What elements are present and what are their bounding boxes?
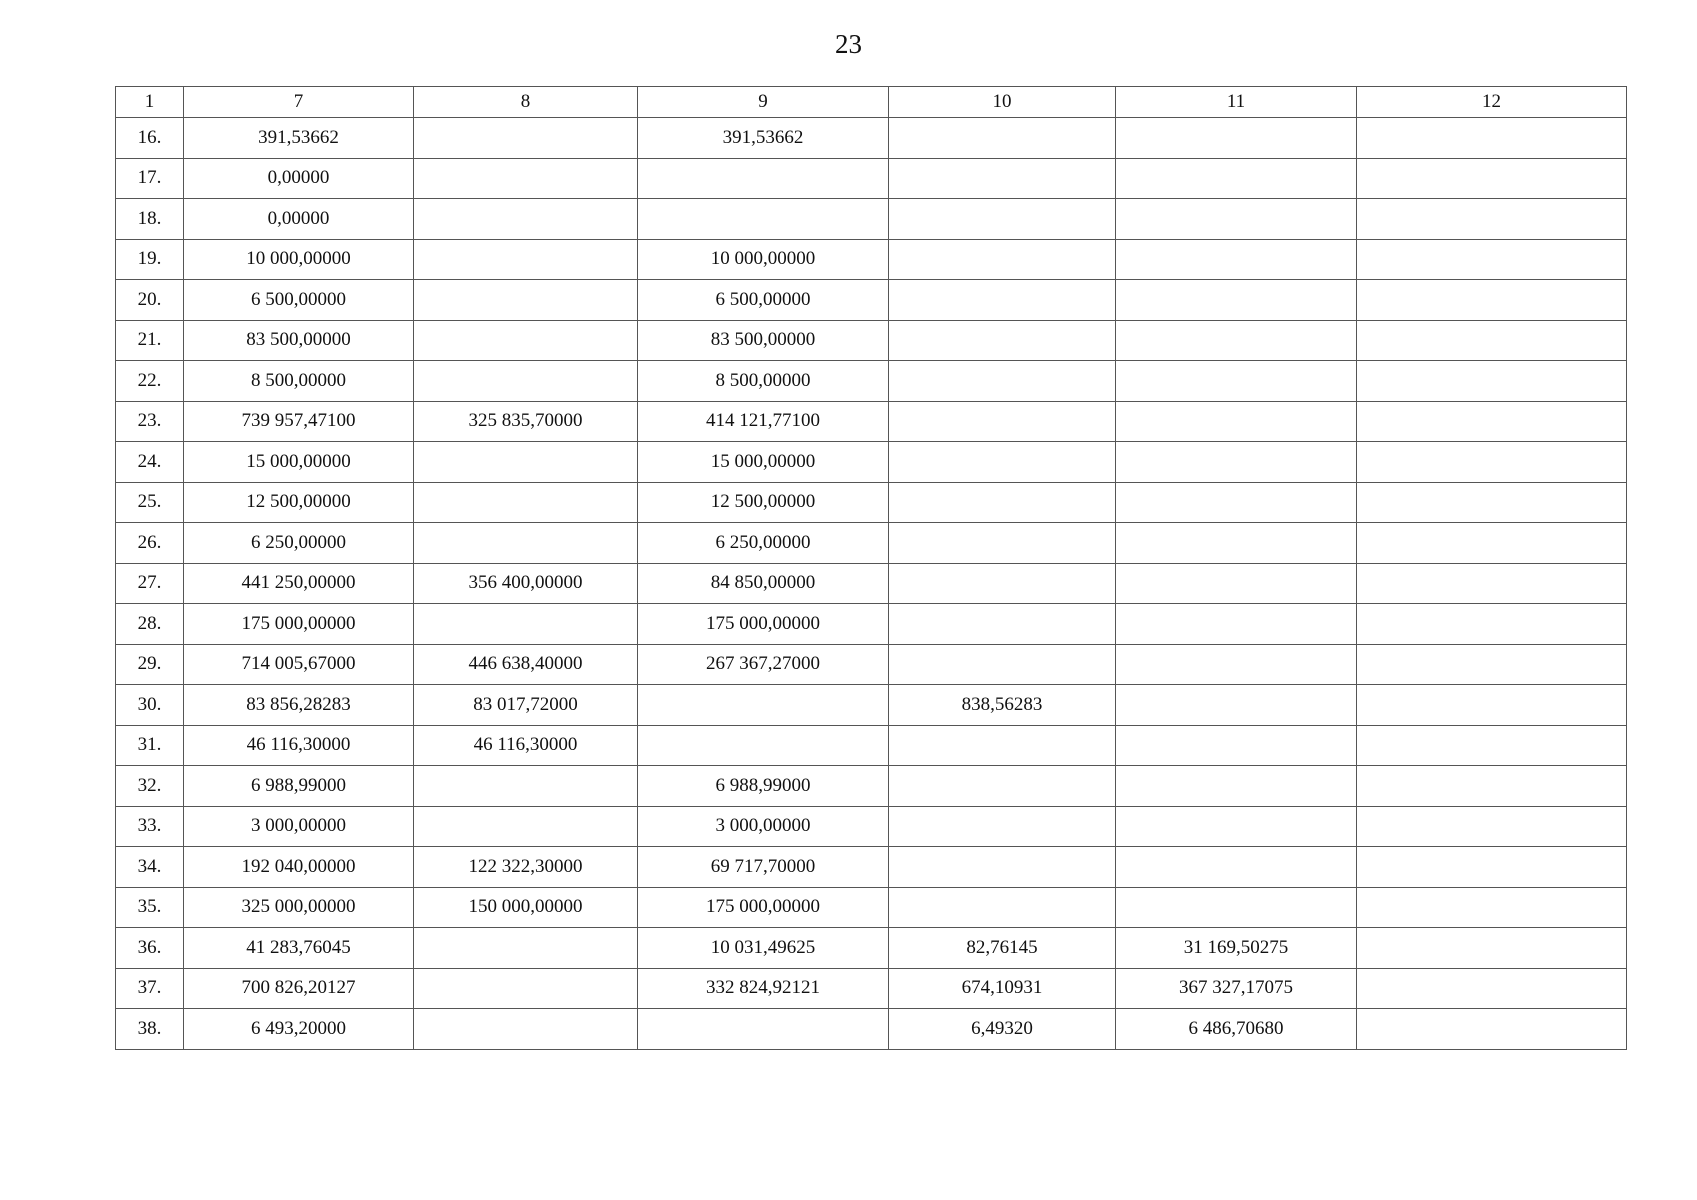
table-cell — [638, 685, 889, 726]
table-cell — [1357, 239, 1627, 280]
table-cell — [414, 239, 638, 280]
row-number-cell: 19. — [116, 239, 184, 280]
table-cell — [414, 482, 638, 523]
table-cell: 10 000,00000 — [184, 239, 414, 280]
table-row — [116, 887, 1627, 928]
table-cell — [1116, 604, 1357, 645]
column-header-cell: 1 — [116, 87, 184, 118]
column-header-cell: 10 — [889, 87, 1116, 118]
table-cell: 83 017,72000 — [414, 685, 638, 726]
row-number-cell: 38. — [116, 1009, 184, 1050]
table-cell: 31 169,50275 — [1116, 928, 1357, 969]
table-cell: 391,53662 — [638, 118, 889, 159]
data-table — [115, 86, 1627, 1050]
table-row — [116, 928, 1627, 969]
row-number-cell: 24. — [116, 442, 184, 483]
table-row — [116, 401, 1627, 442]
table-cell: 6 500,00000 — [184, 280, 414, 321]
table-cell — [889, 644, 1116, 685]
table-cell — [1116, 482, 1357, 523]
table-cell — [1116, 320, 1357, 361]
table-cell: 441 250,00000 — [184, 563, 414, 604]
row-number-cell: 37. — [116, 968, 184, 1009]
table-cell: 83 500,00000 — [638, 320, 889, 361]
table-cell: 6 988,99000 — [184, 766, 414, 807]
table-cell: 192 040,00000 — [184, 847, 414, 888]
table-cell — [1116, 847, 1357, 888]
table-cell: 6 500,00000 — [638, 280, 889, 321]
table-cell: 446 638,40000 — [414, 644, 638, 685]
row-number-cell: 27. — [116, 563, 184, 604]
table-cell — [414, 928, 638, 969]
table-cell — [889, 199, 1116, 240]
table-cell — [889, 280, 1116, 321]
table-cell — [1116, 280, 1357, 321]
table-cell — [1357, 887, 1627, 928]
row-number-cell: 20. — [116, 280, 184, 321]
table-cell — [414, 361, 638, 402]
table-row — [116, 361, 1627, 402]
table-row — [116, 847, 1627, 888]
table-cell — [638, 199, 889, 240]
table-cell: 41 283,76045 — [184, 928, 414, 969]
table-cell — [1357, 928, 1627, 969]
table-row — [116, 442, 1627, 483]
row-number-cell: 21. — [116, 320, 184, 361]
table-cell: 122 322,30000 — [414, 847, 638, 888]
row-number-cell: 34. — [116, 847, 184, 888]
table-cell: 6 250,00000 — [184, 523, 414, 564]
table-cell — [1357, 158, 1627, 199]
row-number-cell: 18. — [116, 199, 184, 240]
table-cell — [1357, 968, 1627, 1009]
table-row — [116, 604, 1627, 645]
table-cell — [889, 766, 1116, 807]
table-cell — [1357, 725, 1627, 766]
table-row — [116, 685, 1627, 726]
table-cell — [414, 766, 638, 807]
table-cell — [1357, 766, 1627, 807]
table-header-row — [116, 87, 1627, 118]
table-row — [116, 725, 1627, 766]
column-header-cell: 8 — [414, 87, 638, 118]
table-cell — [1357, 604, 1627, 645]
table-row — [116, 968, 1627, 1009]
table-cell: 0,00000 — [184, 158, 414, 199]
table-cell — [889, 725, 1116, 766]
table-cell: 46 116,30000 — [414, 725, 638, 766]
row-number-cell: 26. — [116, 523, 184, 564]
table-cell: 175 000,00000 — [638, 887, 889, 928]
table-cell — [1357, 442, 1627, 483]
table-cell — [889, 563, 1116, 604]
table-cell — [1357, 401, 1627, 442]
table-cell — [889, 320, 1116, 361]
table-cell — [1357, 847, 1627, 888]
table-cell: 150 000,00000 — [414, 887, 638, 928]
table-cell — [1116, 401, 1357, 442]
table-cell — [889, 604, 1116, 645]
table-cell: 356 400,00000 — [414, 563, 638, 604]
table-row — [116, 1009, 1627, 1050]
table-cell: 0,00000 — [184, 199, 414, 240]
column-header-cell: 7 — [184, 87, 414, 118]
table-cell — [889, 847, 1116, 888]
table-cell: 325 000,00000 — [184, 887, 414, 928]
table-cell — [1116, 725, 1357, 766]
table-cell: 3 000,00000 — [184, 806, 414, 847]
table-cell — [889, 401, 1116, 442]
table-cell: 6 486,70680 — [1116, 1009, 1357, 1050]
row-number-cell: 36. — [116, 928, 184, 969]
table-cell — [1357, 482, 1627, 523]
table-cell: 739 957,47100 — [184, 401, 414, 442]
table-cell: 6 250,00000 — [638, 523, 889, 564]
row-number-cell: 31. — [116, 725, 184, 766]
table-cell — [1116, 685, 1357, 726]
table-cell — [889, 239, 1116, 280]
table-cell: 367 327,17075 — [1116, 968, 1357, 1009]
table-cell — [1357, 644, 1627, 685]
row-number-cell: 32. — [116, 766, 184, 807]
table-cell — [414, 806, 638, 847]
table-cell — [414, 118, 638, 159]
row-number-cell: 17. — [116, 158, 184, 199]
table-row — [116, 523, 1627, 564]
table-cell: 714 005,67000 — [184, 644, 414, 685]
table-cell — [889, 442, 1116, 483]
table-cell: 83 856,28283 — [184, 685, 414, 726]
table-row — [116, 482, 1627, 523]
table-row — [116, 644, 1627, 685]
column-header-cell: 12 — [1357, 87, 1627, 118]
column-header-cell: 9 — [638, 87, 889, 118]
table-cell — [1116, 158, 1357, 199]
table-cell: 6 988,99000 — [638, 766, 889, 807]
table-cell — [638, 158, 889, 199]
table-cell — [1116, 442, 1357, 483]
table-cell — [889, 118, 1116, 159]
table-cell: 82,76145 — [889, 928, 1116, 969]
table-cell — [1357, 563, 1627, 604]
table-cell — [414, 280, 638, 321]
column-header-cell: 11 — [1116, 87, 1357, 118]
row-number-cell: 30. — [116, 685, 184, 726]
table-cell: 3 000,00000 — [638, 806, 889, 847]
table-cell — [414, 604, 638, 645]
row-number-cell: 28. — [116, 604, 184, 645]
table-row — [116, 239, 1627, 280]
table-cell — [1357, 523, 1627, 564]
table-cell: 700 826,20127 — [184, 968, 414, 1009]
row-number-cell: 22. — [116, 361, 184, 402]
table-cell: 175 000,00000 — [638, 604, 889, 645]
table-row — [116, 806, 1627, 847]
table-cell: 46 116,30000 — [184, 725, 414, 766]
table-cell: 8 500,00000 — [184, 361, 414, 402]
table-cell — [1357, 280, 1627, 321]
row-number-cell: 33. — [116, 806, 184, 847]
table-cell: 6,49320 — [889, 1009, 1116, 1050]
table-cell — [1357, 361, 1627, 402]
table-cell — [889, 523, 1116, 564]
table-cell: 12 500,00000 — [638, 482, 889, 523]
table-cell — [889, 361, 1116, 402]
row-number-cell: 16. — [116, 118, 184, 159]
table-cell: 332 824,92121 — [638, 968, 889, 1009]
table-cell: 838,56283 — [889, 685, 1116, 726]
table-cell — [1116, 806, 1357, 847]
table-cell: 69 717,70000 — [638, 847, 889, 888]
table-cell — [1116, 563, 1357, 604]
table-cell — [414, 523, 638, 564]
table-cell — [889, 887, 1116, 928]
table-cell — [1116, 766, 1357, 807]
table-row — [116, 563, 1627, 604]
table-cell — [414, 320, 638, 361]
table-cell — [889, 158, 1116, 199]
table-cell — [1357, 118, 1627, 159]
table-row — [116, 199, 1627, 240]
row-number-cell: 29. — [116, 644, 184, 685]
table-cell: 6 493,20000 — [184, 1009, 414, 1050]
table-cell — [1357, 320, 1627, 361]
table-row — [116, 118, 1627, 159]
table-cell: 391,53662 — [184, 118, 414, 159]
table-cell: 15 000,00000 — [638, 442, 889, 483]
table-cell: 10 000,00000 — [638, 239, 889, 280]
table-cell: 267 367,27000 — [638, 644, 889, 685]
table-cell — [889, 806, 1116, 847]
table-cell — [414, 199, 638, 240]
table-cell: 15 000,00000 — [184, 442, 414, 483]
table-cell — [414, 1009, 638, 1050]
table-cell — [638, 1009, 889, 1050]
table-row — [116, 280, 1627, 321]
table-cell — [1116, 239, 1357, 280]
table-row — [116, 158, 1627, 199]
table-cell — [1357, 1009, 1627, 1050]
table-cell — [1116, 361, 1357, 402]
table-cell — [1116, 887, 1357, 928]
table-cell — [638, 725, 889, 766]
table-cell — [1357, 806, 1627, 847]
table-cell — [1357, 685, 1627, 726]
table-cell: 83 500,00000 — [184, 320, 414, 361]
row-number-cell: 23. — [116, 401, 184, 442]
table-cell — [1116, 199, 1357, 240]
table-cell: 175 000,00000 — [184, 604, 414, 645]
table-cell — [414, 442, 638, 483]
table-row — [116, 320, 1627, 361]
page-number: 23 — [835, 29, 862, 59]
table-row — [116, 766, 1627, 807]
row-number-cell: 25. — [116, 482, 184, 523]
table-cell — [414, 968, 638, 1009]
table-cell — [414, 158, 638, 199]
table-cell — [1116, 523, 1357, 564]
table-cell: 10 031,49625 — [638, 928, 889, 969]
table-cell: 325 835,70000 — [414, 401, 638, 442]
table-cell: 12 500,00000 — [184, 482, 414, 523]
table-cell — [1116, 644, 1357, 685]
table-cell — [1357, 199, 1627, 240]
table-cell: 674,10931 — [889, 968, 1116, 1009]
table-cell — [1116, 118, 1357, 159]
table-cell — [889, 482, 1116, 523]
table-cell: 414 121,77100 — [638, 401, 889, 442]
table-cell: 84 850,00000 — [638, 563, 889, 604]
row-number-cell: 35. — [116, 887, 184, 928]
table-cell: 8 500,00000 — [638, 361, 889, 402]
